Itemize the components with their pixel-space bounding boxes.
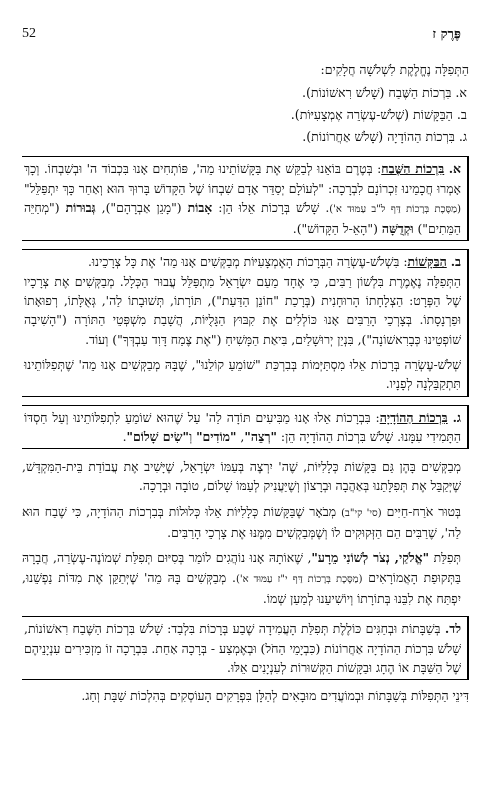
section-b-text: [24, 252, 461, 271]
section-marker: א.: [448, 161, 462, 177]
section-marker: לד.: [444, 621, 461, 637]
section-ld-text: [24, 619, 461, 677]
section-c-continued: [22, 457, 469, 608]
source-reference: (מַסֶּכֶת בְּרָכוֹת דַּף ל"ב עַמּוּד א'): [329, 203, 461, 215]
body-text: .: [122, 428, 127, 444]
body-text: ,: [236, 428, 245, 444]
page-content: [22, 60, 469, 705]
prayer-name: "אֱלֹקַי, נְצֹר לְשׁוֹנִי מֵרָע": [311, 550, 430, 566]
body-text: ("מָגֵן אַבְרָהָם"),: [95, 199, 188, 215]
body-text: : בְּטֶרֶם בּוֹאֵנוּ לְבַקֵּשׁ אֶת בַּקָּשׁוֹתֵינוּ מֵה', פּוֹתְחִים אָנוּ בִּכְבוֹד ה' וּבְשִׁבְחוֹ. וְכָךְ אָמְרוּ חֲכָמֵינוּ זִכְרוֹנָם לִבְרָכָה: "לְעוֹלָם יְסַדֵּר אָדָם שִׁבְחוֹ שֶׁל הַקָּדוֹשׁ בָּרוּךְ הוּא וְאַחַר כָּךְ יִתְפַּלֵּל": [24, 161, 461, 196]
source-reference: (סי' קי"ב): [341, 507, 382, 519]
section-b: [22, 249, 469, 396]
blessing-name: "רְצֵה": [244, 428, 277, 444]
body-text: בְּטוּר אֹרַח-חַיִּים: [381, 503, 461, 519]
body-text: : בִּשְׁלֹשׁ-עֶשְׂרֵה הַבְּרָכוֹת הָאֶמְצָעִיּוֹת מְבַקְּשִׁים אָנוּ מֵה' אֶת כָּל צְרָכֵינוּ.: [87, 254, 408, 270]
chapter-title: פֶּרֶק ז: [432, 27, 461, 42]
body-text: תְּפִלַּת: [429, 550, 461, 566]
body-paragraph: [22, 548, 461, 608]
list-item: ב. הַבַּקָּשׁוֹת (שְׁלֹשׁ-עֶשְׂרֵה אֶמְצָעִיּוֹת).: [290, 107, 467, 123]
blessing-name: אָבוֹת: [187, 199, 213, 215]
body-paragraph: [22, 502, 461, 543]
section-title: הַבַּקָּשׁוֹת: [407, 254, 447, 270]
list-item: ג. בִּרְכוֹת הַהוֹדָיָה (שָׁלֹשׁ אַחֲרוֹנוֹת).: [302, 129, 467, 145]
blessing-name: "שִׂים שָׁלוֹם": [126, 428, 189, 444]
body-text: . מְבַקְּשִׁים בָּהּ מֵה' שֶׁיְּתַקֵּן אֶת מִדּוֹת נַפְשֵׁנוּ, יִפְתַּח אֶת לִבֵּנוּ בְּתוֹרָתוֹ וְיוֹשִׁיעֵנוּ לְמַעַן שְׁמוֹ.: [22, 569, 461, 606]
section-ld: [22, 616, 469, 680]
list-item: א. בִּרְכוֹת הַשֶּׁבַח (שָׁלֹשׁ רִאשׁוֹנוֹת).: [301, 85, 467, 101]
body-text: : בִּבְרָכוֹת אֵלוּ אָנוּ מַבִּיעִים תּוֹדָה לַה' עַל שֶׁהוּא שׁוֹמֵעַ לִתְפִלּוֹתֵינוּ וְעַל חַסְדּוֹ הַתָּמִידִי עִמָּנוּ. שָׁלֹשׁ בִּרְכוֹת הַהוֹדָיָה הֵן:: [24, 409, 461, 444]
section-marker: ג.: [452, 409, 461, 425]
body-paragraph: הַתְּפִלָּה נֶאֶמֶרֶת בִּלְשׁוֹן רַבִּים, כִּי אֶחָד מֵעַם יִשְׂרָאֵל מִתְפַּלֵּל עֲבוּר הַכְּלָל. מְבַקְּשִׁים אֶת צְרָכָיו שֶׁל הַפְּרָט: הַצְלָחָתוֹ הָרוּחָנִית (בְּרָכַת "חוֹנֵן הַדַּעַת"), תּוֹרָתוֹ, תְּשׁוּבָתוֹ לַה', גְּאֻלָּתוֹ, רְפוּאָתוֹ וּפַרְנָסָתוֹ. בְּצָרְכֵי הָרַבִּים אָנוּ כּוֹלְלִים אֶת קִבּוּץ הַגָּלֻיּוֹת, הֲשָׁבַת מִשְׁפְּטֵי הַתּוֹרָה ("הָשִׁיבָה שׁוֹפְטֵינוּ כְּבָרִאשׁוֹנָה"), בִּנְיַן יְרוּשָׁלַיִם, בִּיאַת הַמָּשִׁיחַ ("אֶת צֶמַח דָּוִד עַבְדְּךָ") וְעוֹד.: [24, 273, 461, 347]
body-text: בְּשַׁבָּתוֹת וּבְחַגִּים כּוֹלֶלֶת תְּפִלַּת הָעֲמִידָה שֶׁבַע בְּרָכוֹת בִּלְבַד: שָׁלֹשׁ בִּרְכוֹת הַשֶּׁבַח רִאשׁוֹנוֹת, שָׁלֹשׁ בִּרְכוֹת הַהוֹדָיָה אַחֲרוֹנוֹת (כִּבְיָמֵי הַחֹל) וּבְאֶמְצַע - בְּרָכָה אַחַת. בִּבְרָכָה זוֹ מַזְכִּירִים עִנְיָנֵיהֶם שֶׁל הַשַּׁבָּת אוֹ הֶחָג וּבַקָּשׁוֹת הַקְּשׁוּרוֹת לְעִנְיָנִים אֵלּוּ.: [24, 621, 461, 675]
section-title: בִּרְכוֹת הַשֶּׁבַח: [381, 161, 445, 177]
closing-paragraph: דִּינֵי הַתְּפִלּוֹת בְּשַׁבָּתוֹת וּבְמוֹעֲדִים מוּבָאִים לְהַלָּן בִּפְרָקִים הָעוֹסְקִים בְּהִלְכוֹת שַׁבָּת וְחַג.: [81, 688, 469, 704]
body-paragraph: שְׁלֹשׁ-עֶשְׂרֵה בְּרָכוֹת אֵלוּ מִסְתַּיְּמוֹת בְּבִרְכַּת "שׁוֹמֵעַ קוֹלֵנוּ", שֶׁבָּהּ מְבַקְּשִׁים אָנוּ מֵה' שֶׁתְּפִלּוֹתֵינוּ תִּתְקַבֵּלְנָה לְפָנָיו.: [24, 356, 461, 392]
body-text: וְ: [188, 428, 197, 444]
page-header: [22, 26, 469, 46]
page-number: 52: [22, 26, 36, 41]
body-text: ("הָאֵ-ל הַקָּדוֹשׁ").: [292, 221, 382, 237]
body-text: ("מְחַיֵּה הַמֵּתִים"): [24, 199, 461, 237]
body-text: , שֶׁאוֹתָהּ אָנוּ נוֹהֲגִים לוֹמַר בְּסִיּוּם תְּפִלַּת שְׁמוֹנֶה-עֶשְׂרֵה, חֲבָרָהּ בַּתְּקוּפַת הָאֲמוֹרָאִים: [22, 550, 462, 585]
section-a-text: [24, 159, 461, 238]
intro-line: הַתְּפִלָּה נֶחֱלֶקֶת לִשְׁלֹשָׁה חֲלָקִים:: [320, 62, 469, 77]
section-c: [22, 405, 469, 450]
blessing-name: "מוֹדִים": [196, 428, 237, 444]
blessing-name: גְּבוּרוֹת: [65, 199, 96, 215]
source-reference: (מַסֶּכֶת בְּרָכוֹת דַּף י"ז עַמּוּד א'): [235, 573, 363, 585]
section-a: [22, 156, 469, 241]
section-title: בִּרְכוֹת הַהוֹדָיָה: [379, 409, 448, 425]
body-paragraph: מְבַקְּשִׁים בָּהֶן גַּם בַּקָּשׁוֹת כְּלָלִיּוֹת, שֶׁה' יִרְצֶה בְּעַמּוֹ יִשְׂרָאֵל, שֶׁיָּשִׁיב אֶת עֲבוֹדַת בֵּית-הַמִּקְדָּשׁ, שֶׁיְּקַבֵּל אֶת תְּפִלָּתֵנוּ בְּאַהֲבָה וּבְרָצוֹן וְשֶׁיַּעֲנִיק לְעַמּוֹ שָׁלוֹם, טוֹבָה וּבְרָכָה.: [22, 459, 461, 494]
section-marker: ב.: [450, 254, 461, 270]
blessing-name: וּקְדֻשָּׁה: [381, 221, 414, 237]
body-text: מְבֹאָר שֶׁבַּקָּשׁוֹת כְּלָלִיּוֹת אֵלוּ כְּלוּלוֹת בְּבִרְכוֹת הַהוֹדָיָה, כִּי שֶׁבַח הוּא לַה', שֶׁרַבִּים הֵם הַזְּקוּקִים לוֹ וְשֶׁמְּבַקְשִׁים מִמֶּנּוּ אֶת צָרְכֵי הָרַבִּים.: [22, 503, 461, 541]
body-text: . שָׁלֹשׁ בְּרָכוֹת אֵלוּ הֵן:: [212, 199, 330, 215]
section-c-text: [24, 408, 461, 447]
